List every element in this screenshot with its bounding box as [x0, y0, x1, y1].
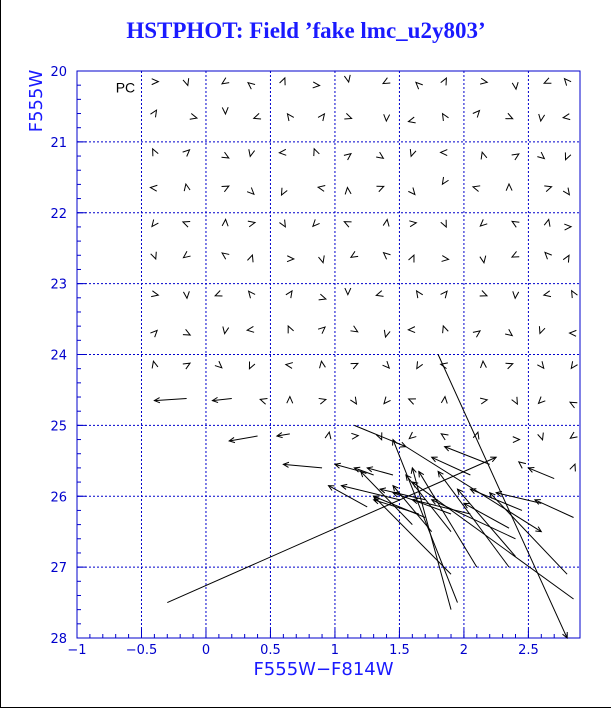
residual-glyph	[260, 399, 267, 405]
residual-glyph	[183, 363, 190, 369]
residual-vector	[283, 464, 322, 468]
data-marks	[150, 75, 577, 638]
residual-glyph	[376, 152, 383, 158]
residual-glyph	[563, 255, 569, 262]
residual-glyph	[318, 327, 325, 334]
residual-glyph	[183, 329, 190, 335]
x-tick-label: 0.5	[260, 643, 281, 658]
residual-glyph	[351, 251, 358, 257]
residual-glyph	[544, 78, 551, 83]
residual-glyph	[539, 326, 545, 333]
residual-glyph	[384, 330, 390, 337]
axis-ticks	[50, 65, 580, 658]
residual-glyph	[408, 117, 415, 123]
residual-glyph	[563, 114, 570, 120]
residual-glyph	[313, 82, 320, 88]
residual-glyph	[570, 464, 576, 471]
y-tick-label: 21	[50, 135, 67, 151]
residual-glyph	[183, 150, 190, 157]
residual-glyph	[538, 433, 544, 440]
residual-glyph	[286, 363, 293, 369]
x-tick-label: 1	[330, 643, 340, 658]
residual-glyph	[287, 397, 293, 404]
x-tick-label: −1	[67, 643, 87, 658]
residual-glyph	[512, 397, 518, 404]
residual-glyph	[222, 253, 229, 259]
y-tick-label: 26	[50, 490, 67, 506]
residual-glyph	[417, 361, 423, 368]
residual-glyph	[512, 154, 519, 160]
residual-glyph	[513, 437, 520, 443]
residual-glyph	[384, 397, 391, 404]
residual-glyph	[481, 152, 487, 159]
y-tick-label: 22	[50, 206, 67, 222]
residual-glyph	[280, 78, 286, 85]
y-tick-label: 25	[50, 419, 67, 435]
residual-glyph	[512, 221, 519, 227]
residual-glyph	[350, 397, 356, 404]
residual-glyph	[313, 219, 320, 226]
residual-glyph	[344, 154, 351, 160]
residual-glyph	[222, 186, 229, 192]
residual-glyph	[247, 326, 254, 332]
residual-glyph	[150, 330, 157, 337]
residual-glyph	[505, 113, 512, 119]
residual-glyph	[223, 327, 229, 334]
residual-glyph	[247, 187, 254, 194]
residual-glyph	[247, 255, 253, 262]
residual-vector	[154, 398, 186, 400]
residual-glyph	[544, 186, 551, 192]
residual-glyph	[287, 114, 293, 121]
y-axis-label: F555W	[26, 69, 47, 133]
residual-glyph	[319, 398, 326, 404]
residual-glyph	[384, 253, 391, 260]
residual-glyph	[409, 399, 416, 404]
residual-glyph	[318, 255, 324, 262]
residual-glyph	[384, 114, 390, 121]
residual-vector	[528, 468, 554, 479]
vector-arrowhead	[535, 527, 541, 532]
residual-vector	[354, 425, 406, 446]
residual-glyph	[545, 252, 552, 259]
residual-glyph	[442, 256, 449, 262]
residual-glyph	[184, 184, 190, 191]
residual-glyph	[279, 220, 285, 227]
residual-glyph	[571, 361, 577, 368]
residual-glyph	[443, 326, 449, 333]
residual-glyph	[408, 327, 415, 333]
residual-glyph	[215, 290, 222, 296]
residual-glyph	[150, 110, 156, 117]
residual-glyph	[351, 363, 358, 369]
residual-glyph	[183, 291, 189, 298]
residual-glyph	[153, 149, 159, 156]
residual-glyph	[318, 186, 325, 192]
residual-glyph	[544, 291, 551, 297]
residual-glyph	[480, 219, 487, 226]
residual-glyph	[248, 221, 255, 227]
residual-glyph	[320, 361, 326, 368]
residual-glyph	[473, 186, 480, 192]
residual-glyph	[152, 79, 159, 85]
residual-glyph	[564, 79, 571, 86]
residual-vector	[412, 468, 451, 610]
y-tick-label: 23	[50, 277, 67, 293]
x-tick-label: 1.5	[389, 643, 410, 658]
residual-glyph	[506, 363, 513, 369]
residual-glyph	[409, 221, 416, 227]
residual-glyph	[537, 152, 544, 159]
residual-glyph	[480, 361, 486, 368]
residual-glyph	[351, 433, 358, 439]
residual-glyph	[215, 361, 222, 368]
residual-glyph	[183, 78, 189, 85]
residual-glyph	[519, 462, 526, 468]
residual-glyph	[222, 219, 228, 226]
x-axis-label: F555W−F814W	[253, 659, 394, 680]
residual-glyph	[564, 224, 571, 230]
residual-glyph	[572, 291, 578, 298]
residual-glyph	[151, 252, 157, 259]
residual-glyph	[539, 114, 545, 121]
residual-glyph	[537, 361, 543, 368]
residual-glyph	[570, 402, 577, 408]
y-tick-label: 28	[50, 632, 67, 647]
residual-glyph	[441, 150, 448, 156]
residual-glyph	[183, 251, 190, 257]
residual-vector	[457, 489, 515, 556]
pc-annotation: PC	[115, 79, 136, 96]
residual-glyph	[345, 188, 351, 195]
residual-glyph	[409, 255, 414, 262]
residual-glyph	[480, 78, 487, 84]
x-tick-label: 0	[201, 643, 211, 658]
residual-glyph	[152, 219, 158, 226]
residual-glyph	[570, 432, 577, 438]
residual-glyph	[505, 329, 512, 335]
residual-glyph	[150, 185, 157, 191]
y-tick-label: 20	[50, 65, 67, 80]
residual-glyph	[563, 188, 569, 195]
residual-glyph	[570, 330, 577, 336]
residual-glyph	[279, 149, 286, 155]
residual-vector	[535, 500, 574, 518]
residual-glyph	[222, 78, 229, 84]
residual-glyph	[222, 107, 228, 114]
residual-glyph	[286, 291, 292, 298]
residual-glyph	[513, 291, 519, 298]
residual-glyph	[416, 82, 423, 89]
residual-glyph	[319, 294, 326, 300]
residual-glyph	[183, 222, 190, 228]
residual-glyph	[480, 398, 487, 404]
residual-vector	[445, 447, 490, 465]
residual-vector	[167, 457, 496, 602]
residual-glyph	[410, 149, 416, 156]
residual-glyph	[441, 220, 447, 227]
x-tick-label: 2.5	[518, 643, 539, 658]
residual-glyph	[409, 432, 416, 439]
residual-glyph	[152, 361, 158, 368]
residual-glyph	[441, 78, 447, 85]
residual-glyph	[287, 256, 294, 262]
residual-glyph	[480, 290, 487, 296]
residual-glyph	[376, 291, 383, 297]
residual-glyph	[383, 78, 390, 84]
residual-glyph	[473, 331, 480, 337]
residual-glyph	[376, 186, 383, 191]
residual-glyph	[443, 114, 449, 121]
residual-glyph	[249, 361, 255, 368]
residual-glyph	[151, 291, 158, 297]
residual-glyph	[473, 111, 480, 118]
residual-glyph	[544, 220, 550, 227]
residual-glyph	[345, 288, 351, 295]
residual-glyph	[249, 149, 255, 156]
residual-glyph	[344, 75, 350, 82]
residual-glyph	[417, 291, 423, 298]
residual-glyph	[248, 83, 255, 90]
residual-glyph	[383, 361, 390, 368]
residual-glyph	[441, 291, 448, 298]
residual-glyph	[344, 222, 351, 228]
chart-title: HSTPHOT: Field ’fake lmc_u2y803’	[126, 18, 486, 43]
y-tick-label: 24	[50, 348, 67, 364]
residual-glyph	[288, 326, 293, 333]
x-tick-label: 2	[459, 643, 469, 658]
residual-glyph	[408, 188, 415, 195]
residual-glyph	[506, 184, 512, 191]
residual-glyph	[441, 434, 448, 440]
residual-glyph	[325, 432, 331, 439]
residual-glyph	[512, 251, 519, 257]
y-tick-label: 27	[50, 561, 67, 577]
residual-glyph	[281, 188, 287, 195]
residual-glyph	[344, 113, 351, 119]
residual-glyph	[442, 177, 448, 184]
residual-glyph	[565, 152, 570, 159]
residual-glyph	[249, 291, 256, 298]
residual-glyph	[314, 149, 320, 156]
residual-glyph	[512, 82, 518, 89]
residual-glyph	[318, 114, 324, 121]
residual-glyph	[350, 326, 357, 332]
residual-vector	[412, 482, 573, 599]
residual-glyph	[383, 219, 389, 226]
x-tick-label: −0.5	[125, 643, 158, 658]
residual-glyph	[441, 397, 447, 404]
residual-glyph	[190, 113, 197, 119]
residual-glyph	[222, 152, 229, 158]
residual-glyph	[538, 397, 545, 404]
residual-vector	[412, 500, 470, 514]
residual-vector	[393, 440, 457, 603]
residual-glyph	[480, 256, 486, 263]
residual-glyph	[254, 113, 261, 119]
